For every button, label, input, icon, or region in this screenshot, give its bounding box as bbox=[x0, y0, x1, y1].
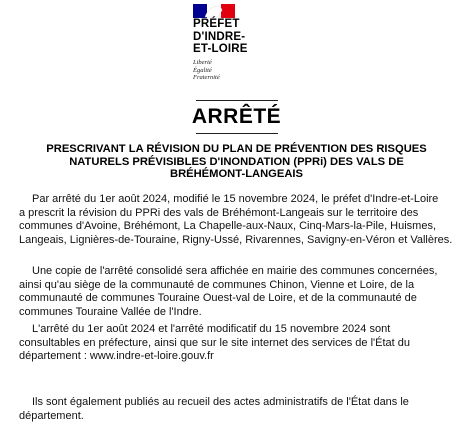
motto-line: Fraternité bbox=[193, 74, 220, 81]
paragraph-line: communes d'Avoine, Bréhémont, La Chapelle-aux-Naux, Cinq-Mars-la-Pile, Huismes, bbox=[19, 220, 437, 232]
prefecture-name-line: PRÉFET bbox=[193, 18, 240, 30]
paragraph-line: L'arrêté du 1er août 2024 et l'arrêté modificatif du 15 novembre 2024 sont bbox=[32, 323, 391, 335]
prefecture-name bbox=[193, 18, 248, 56]
paragraph-line: département : www.indre-et-loire.gouv.fr bbox=[19, 350, 214, 362]
republic-motto bbox=[193, 59, 220, 82]
marianne-logo bbox=[193, 4, 235, 18]
decree-heading bbox=[20, 143, 453, 181]
paragraph-publication bbox=[19, 396, 454, 423]
heading-line: PRESCRIVANT LA RÉVISION DU PLAN DE PRÉVENTION DES RISQUES bbox=[46, 143, 427, 155]
heading-line: BRÉHÉMONT-LANGEAIS bbox=[169, 168, 303, 180]
paragraph-line: communauté de communes Touraine Ouest-val de Loire, et de la communauté de bbox=[19, 292, 417, 304]
document-title: ARRÊTÉ bbox=[191, 105, 282, 128]
paragraph-line: département. bbox=[19, 409, 84, 422]
paragraph-line: Langeais, Lignières-de-Touraine, Rigny-Ussé, Rivarennes, Savigny-en-Véron et Vallères. bbox=[19, 233, 453, 246]
paragraph-prescription bbox=[19, 193, 454, 247]
prefecture-name-line: ET-LOIRE bbox=[193, 43, 248, 55]
prefecture-name-line: D'INDRE- bbox=[193, 30, 246, 43]
motto-line: Liberté bbox=[193, 59, 212, 66]
paragraph-consultation bbox=[19, 323, 454, 364]
paragraph-line: Une copie de l'arrêté consolidé sera affichée en mairie des communes concernées, bbox=[32, 265, 438, 277]
prefecture-logo bbox=[193, 4, 283, 90]
paragraph-line: consultables en préfecture, ainsi que sur le site internet des services de l'État du bbox=[19, 336, 410, 349]
heading-line: NATURELS PRÉVISIBLES D'INONDATION (PPRi) DES VALS DE bbox=[69, 155, 404, 168]
paragraph-line: Par arrêté du 1er août 2024, modifié le 15 novembre 2024, le préfet d'Indre-et-Loire bbox=[32, 193, 439, 205]
paragraph-line: communes Touraine Vallée de l'Indre. bbox=[19, 305, 202, 318]
paragraph-line: Ils sont également publiés au recueil des actes administratifs de l'État dans le bbox=[32, 396, 409, 408]
paragraph-posting bbox=[19, 265, 454, 319]
motto-line: Égalité bbox=[193, 66, 212, 74]
paragraph-line: a prescrit la révision du PPRi des vals de Bréhémont-Langeais sur le territoire des bbox=[19, 206, 419, 219]
title-rule-bottom bbox=[196, 133, 278, 134]
title-rule-top bbox=[196, 100, 278, 101]
paragraph-line: ainsi qu'au siège de la communauté de communes Chinon, Vienne et Loire, de la bbox=[19, 278, 415, 291]
